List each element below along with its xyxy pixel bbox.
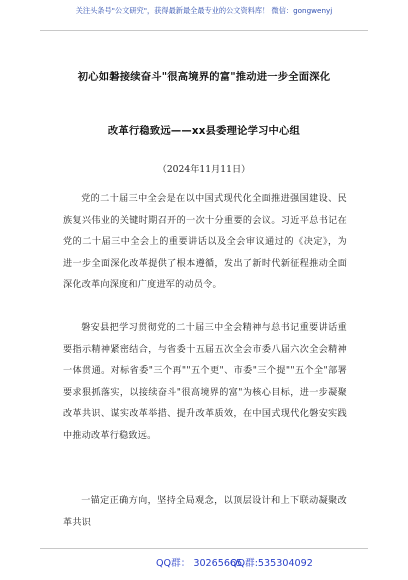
body-paragraph-1: 党的二十届三中全会是在以中国式现代化全面推进强国建设、民族复兴伟业的关键时期召开的一次十分重要的会议。习近平总书记在党的二十届三中全会上的重要讲话以及全会审议通过的《决定》，为进一步全面深化改革提供了根本遵循，发出了新时代新征程推动全面深化改革向深度和广度进军的动员令。 xyxy=(63,194,347,290)
footer-qq-group-1: QQ群： 30265665 xyxy=(156,558,243,569)
document-title-line1: 初心如磐接续奋斗"很高境界的富"推动进一步全面深化 xyxy=(77,71,331,83)
header-divider xyxy=(40,30,368,31)
body-paragraph-2: 磐安县把学习贯彻党的二十届三中全会精神与总书记重要讲话重要指示精神紧密结合，与省委十五届五次全会市委八届六次全会精神一体贯通。对标省委"三个再""五个更"、市委"三个提""五个全"部署要求狠抓落实，以接续奋斗"很高境界的富"为核心目标，进一步凝聚改革共识、谋实改革举措、提升改革质效，在中国式现代化磐安实践中推动改革行稳致远。 xyxy=(63,323,347,441)
header-notice: 关注头条号"公文研究"，获得最新最全最专业的公文资料库！ 微信：gongwenyj xyxy=(75,6,333,15)
body-paragraph-3: 一锚定正确方向，坚持全局观念，以顶层设计和上下联动凝聚改革共识 xyxy=(63,496,347,528)
document-date: （2024年11月11日） xyxy=(157,164,251,175)
footer-qq-group-2: QQ群:535304092 xyxy=(230,558,313,569)
document-title-line2: 改革行稳致远——xx县委理论学习中心组 xyxy=(107,125,301,137)
footer-divider xyxy=(40,548,368,549)
